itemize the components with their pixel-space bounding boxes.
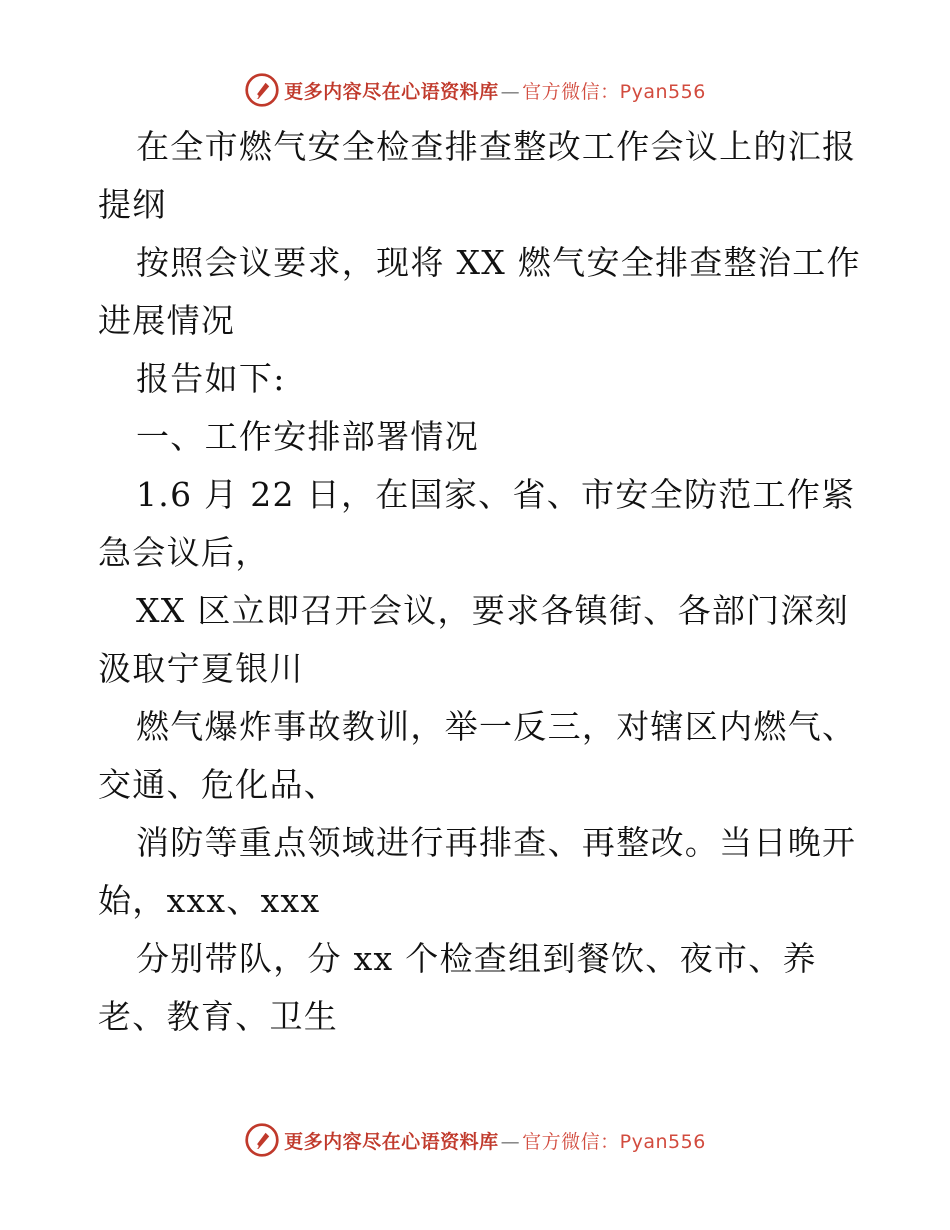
watermark-wechat-text: 官方微信：Pyan556 (522, 1130, 706, 1153)
paragraph-line-continued: 老、教育、卫生 (98, 997, 339, 1036)
watermark-text (284, 1127, 706, 1154)
paragraph-line-continued: 汲取宁夏银川 (98, 649, 304, 688)
paragraph-line: XX 区立即召开会议，要求各镇街、各部门深刻 (136, 591, 850, 630)
paragraph (98, 698, 858, 814)
watermark-dash: — (500, 1130, 521, 1153)
paragraph-line-continued: 交通、危化品、 (98, 765, 339, 804)
paragraph-line: 一、工作安排部署情况 (136, 417, 479, 456)
pen-nib-logo-icon (244, 72, 280, 108)
paragraph (98, 350, 858, 408)
paragraph-line-continued: 进展情况 (98, 301, 236, 340)
paragraph-line: 1.6 月 22 日，在国家、省、市安全防范工作紧 (136, 475, 856, 514)
paragraph (98, 466, 858, 582)
header-watermark (0, 70, 950, 110)
paragraph-line: 报告如下: (136, 359, 286, 398)
paragraph (98, 582, 858, 698)
paragraph (98, 234, 861, 350)
section-heading (98, 408, 858, 466)
watermark-main-text: 更多内容尽在心语资料库 (284, 80, 499, 103)
document-body (98, 118, 861, 1046)
paragraph-line-continued: 提纲 (98, 185, 167, 224)
paragraph-line: 消防等重点领域进行再排查、再整改。当日晚开 (136, 823, 857, 862)
paragraph-line: 燃气爆炸事故教训，举一反三，对辖区内燃气、 (136, 707, 857, 746)
watermark-main-text: 更多内容尽在心语资料库 (284, 1130, 499, 1153)
paragraph-line-continued: 始，xxx、xxx (98, 881, 321, 920)
watermark-wechat-text: 官方微信：Pyan556 (522, 80, 706, 103)
paragraph-title (98, 118, 858, 234)
paragraph-line: 分别带队，分 xx 个检查组到餐饮、夜市、养 (136, 939, 817, 978)
paragraph-line: 按照会议要求，现将 XX 燃气安全排查整治工作 (136, 243, 861, 282)
pen-nib-logo-icon (244, 1122, 280, 1158)
watermark-dash: — (500, 80, 521, 103)
footer-watermark (0, 1120, 950, 1160)
paragraph (98, 930, 858, 1046)
watermark-text (284, 77, 706, 104)
paragraph (98, 814, 858, 930)
paragraph-line: 在全市燃气安全检查排查整改工作会议上的汇报 (136, 127, 857, 166)
paragraph-line-continued: 急会议后， (98, 533, 270, 572)
